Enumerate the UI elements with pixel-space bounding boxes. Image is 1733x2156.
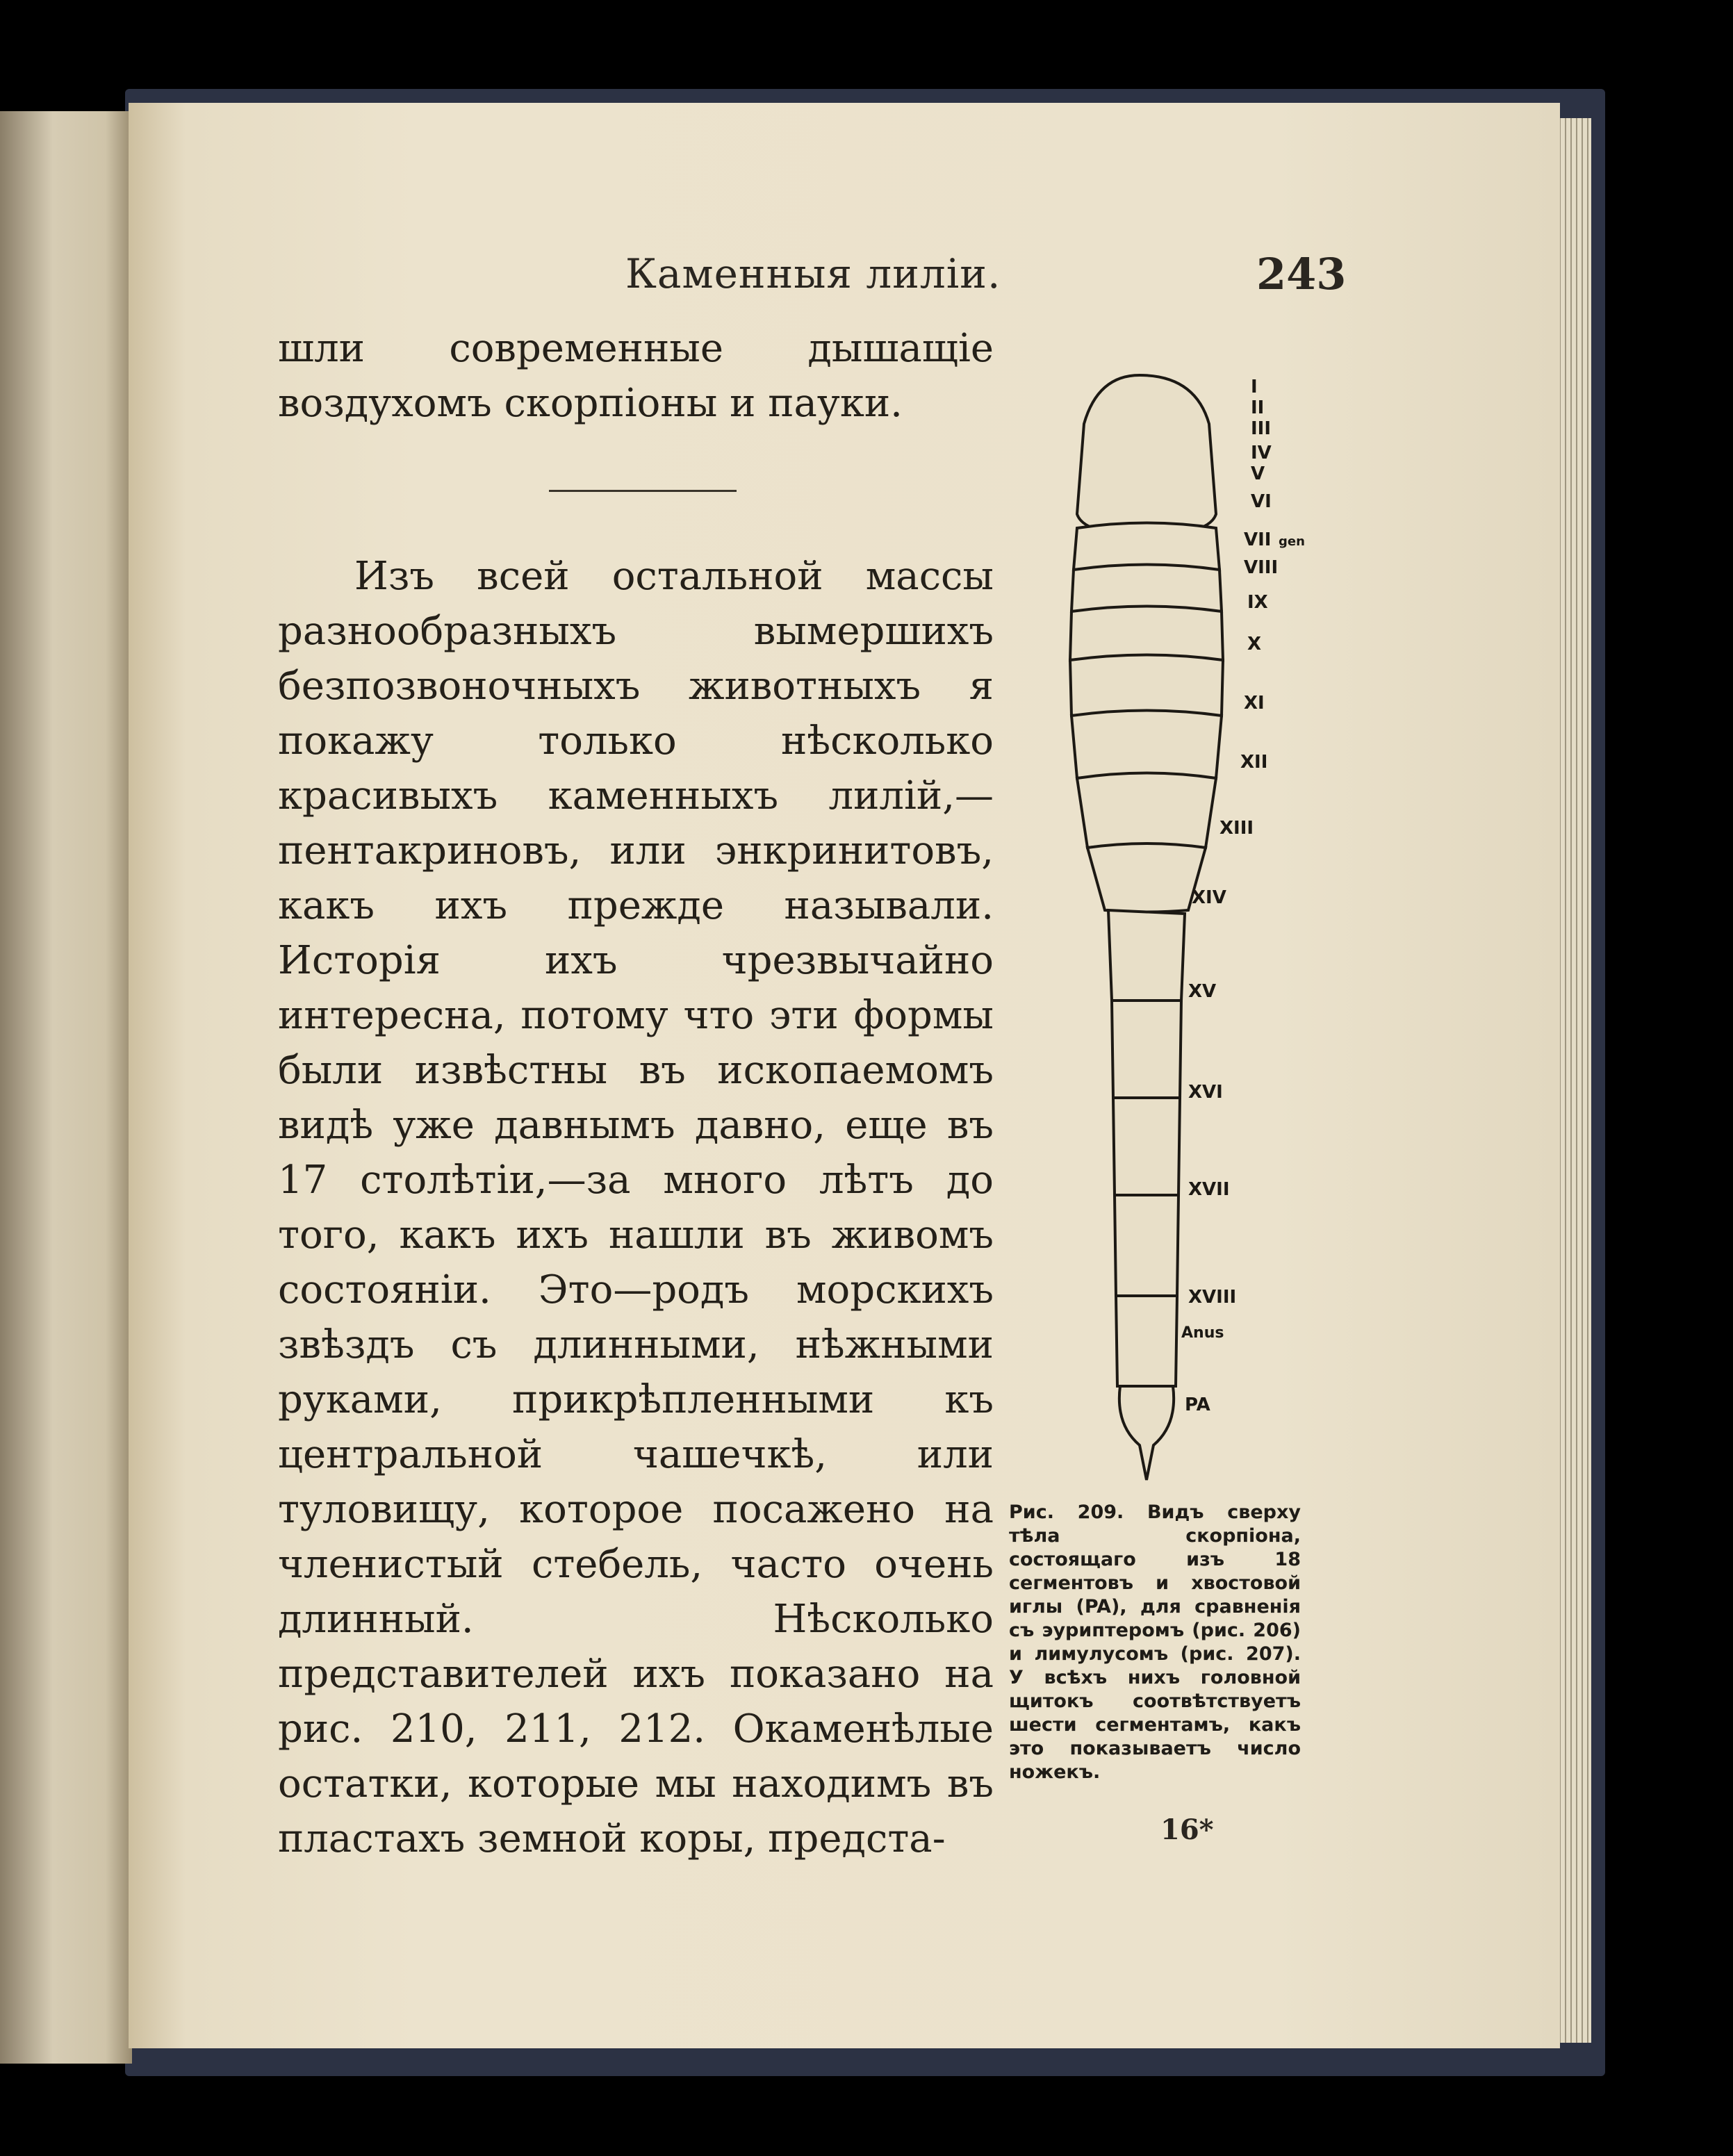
body-segment	[1070, 607, 1223, 661]
telson	[1119, 1386, 1174, 1480]
svg-text:Anus: Anus	[1181, 1324, 1224, 1342]
svg-text:XV: XV	[1188, 981, 1217, 1002]
tail-segment	[1116, 1296, 1177, 1386]
svg-text:XI: XI	[1244, 693, 1265, 714]
body-segment	[1087, 844, 1206, 912]
body-segment	[1074, 523, 1219, 570]
svg-text:IV: IV	[1251, 443, 1272, 463]
paragraph-crinoids: Изъ всей остальной массы разнообразныхъ вымершихъ безпозвоночныхъ животныхъ я покажу только нѣсколько красивыхъ каменныхъ лилій,—пентакриновъ, или энкринитовъ, какъ ихъ прежде называли. Исторія ихъ чрезвычайно интересна, потому что эти формы были извѣстны въ ископаемомъ видѣ уже давнымъ давно, еще въ 17 столѣтіи,—за много лѣтъ до того, какъ ихъ нашли въ живомъ состояніи. Это—родъ морскихъ звѣздъ съ длинными, нѣжными руками, прикрѣпленными къ центральной чашечкѣ, или туловищу, которое посажено на членистый стебель, часто очень длинный. Нѣсколько представителей ихъ показано на рис. 210, 211, 212. Окаменѣлые остатки, которые мы находимъ въ пластахъ земной коры, предста-	[278, 554, 994, 1861]
body-segment	[1071, 711, 1222, 779]
tail-segment	[1115, 1195, 1178, 1296]
svg-text:XVI: XVI	[1188, 1082, 1223, 1103]
svg-text:XIII: XIII	[1219, 818, 1254, 839]
left-page-edge	[0, 111, 132, 2064]
body-segment	[1077, 773, 1216, 848]
svg-text:VII: VII	[1244, 529, 1272, 550]
svg-text:V: V	[1251, 463, 1265, 484]
tail-segment	[1108, 910, 1185, 1001]
body-segment	[1070, 655, 1223, 716]
svg-text:III: III	[1251, 418, 1272, 439]
scorpion-figure	[1042, 361, 1334, 1487]
svg-text:XVIII: XVIII	[1188, 1287, 1237, 1308]
svg-text:PA: PA	[1185, 1394, 1210, 1415]
body-segment	[1071, 565, 1222, 612]
svg-text:I: I	[1251, 377, 1258, 397]
svg-text:XVII: XVII	[1188, 1179, 1230, 1200]
svg-text:VI: VI	[1251, 491, 1272, 512]
svg-text:gen: gen	[1279, 534, 1305, 549]
tail-segment	[1113, 1098, 1180, 1195]
page-number: 243	[1256, 249, 1347, 299]
svg-text:XII: XII	[1240, 752, 1268, 773]
tail-segment	[1112, 1001, 1181, 1098]
scorpion-drawing	[1070, 375, 1223, 1480]
signature-mark: 16*	[1160, 1813, 1214, 1846]
svg-text:VIII: VIII	[1244, 557, 1279, 578]
main-text	[278, 321, 994, 1866]
svg-text:IX: IX	[1247, 592, 1268, 613]
head-shield	[1077, 375, 1216, 535]
svg-text:XIV: XIV	[1192, 887, 1226, 908]
svg-text:X: X	[1247, 634, 1262, 655]
figure-caption: Рис. 209. Видъ сверху тѣла скорпіона, состоящаго изъ 18 сегментовъ и хвостовой иглы (PA), для сравненія съ эуриптеромъ (рис. 206) и лимулусомъ (рис. 207). У всѣхъ нихъ головной щитокъ соотвѣтствуетъ шести сегментамъ, какъ это показываетъ число ножекъ.	[1009, 1501, 1301, 1783]
paragraph-continuation: шли современные дышащіе воздухомъ скорпіоны и пауки.	[278, 326, 994, 426]
svg-text:II: II	[1251, 397, 1265, 418]
running-title: Каменныя лиліи.	[625, 250, 1001, 297]
